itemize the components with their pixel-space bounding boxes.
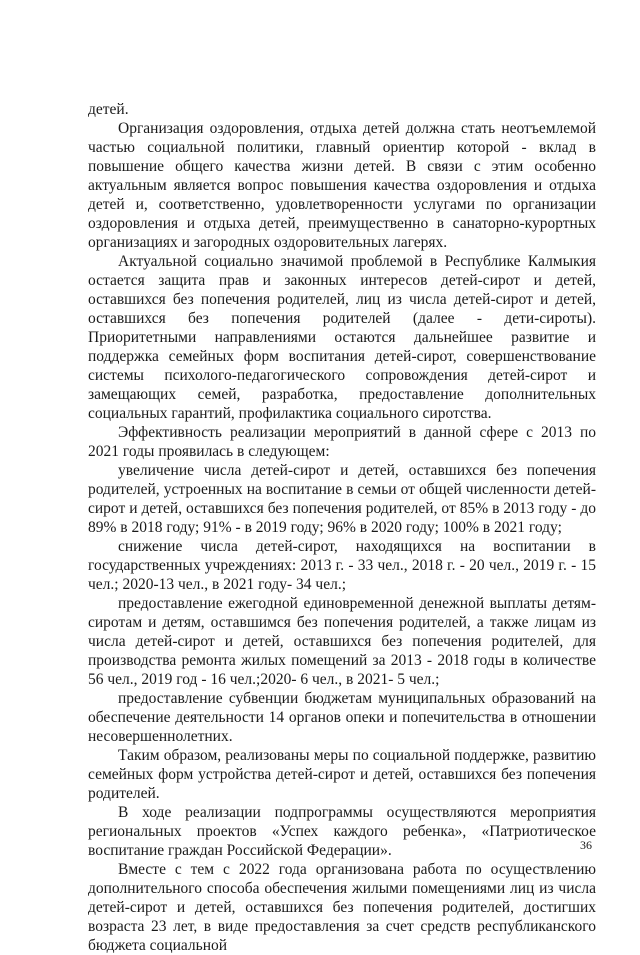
body-text	[88, 100, 596, 955]
paragraph-recreation: Организация оздоровления, отдыха детей должна стать неотъемлемой частью социальной политики, главный ориентир которой - вклад в повышение общего качества жизни детей. В связи с этим особенно актуальным является вопрос повышения качества оздоровления и отдыха детей и, соответственно, удовлетворенности услугами по организации оздоровления и отдыха детей, преимущественно в санаторно-курортных организациях и загородных оздоровительных лагерях.	[88, 120, 596, 251]
paragraph-subvention: предоставление субвенции бюджетам муниципальных образований на обеспечение деятельности 14 органов опеки и попечительства в отношении несовершеннолетних.	[88, 690, 596, 745]
paragraph-effectiveness: Эффективность реализации мероприятий в данной сфере с 2013 по 2021 годы проявилась в следующем:	[88, 424, 596, 460]
paragraph-housing: Вместе с тем с 2022 года организована работа по осуществлению дополнительного способа обеспечения жилыми помещениями лиц из числа детей-сирот и детей, оставшихся без попечения родителей, достигших возраста 23 лет, в виде предоставления за счет средств республиканского бюджета социальной	[88, 861, 596, 954]
paragraph-institution-decrease: снижение числа детей-сирот, находящихся на воспитании в государственных учреждениях: 2013 г. - 33 чел., 2018 г. - 20 чел., 2019 г. - 15 чел.; 2020-13 чел., в 2021 году- 34 чел.;	[88, 538, 596, 593]
paragraph-continuation: детей.	[88, 101, 129, 118]
page-number: 36	[580, 838, 592, 852]
paragraph-placement-increase: увеличение числа детей-сирот и детей, оставшихся без попечения родителей, устроенных на воспитание в семьи от общей численности детей-сирот и детей, оставшихся без попечения родителей, от 85% в 2013 году - до 89% в 2018 году; 91% - в 2019 году; 96% в 2020 году; 100% в 2021 году;	[88, 462, 596, 536]
paragraph-regional-projects: В ходе реализации подпрограммы осуществляются мероприятия региональных проектов «Успех каждого ребенка», «Патриотическое воспитание граждан Российской Федерации».	[88, 804, 596, 859]
paragraph-summary: Таким образом, реализованы меры по социальной поддержке, развитию семейных форм устройства детей-сирот и детей, оставшихся без попечения родителей.	[88, 747, 596, 802]
paragraph-repair-payment: предоставление ежегодной единовременной денежной выплаты детям-сиротам и детям, оставшимся без попечения родителей, а также лицам из числа детей-сирот и детей, оставшихся без попечения родителей, для производства ремонта жилых помещений за 2013 - 2018 годы в количестве 56 чел., 2019 год - 16 чел.;2020- 6 чел., в 2021- 5 чел.;	[88, 595, 596, 688]
paragraph-orphans-problem: Актуальной социально значимой проблемой в Республике Калмыкия остается защита прав и законных интересов детей-сирот и детей, оставшихся без попечения родителей, лиц из числа детей-сирот и детей, оставшихся без попечения родителей (далее - дети-сироты). Приоритетными направлениями остаются дальнейшее развитие и поддержка семейных форм воспитания детей-сирот, совершенствование системы психолого-педагогического сопровождения детей-сирот и замещающих семей, разработка, предоставление дополнительных социальных гарантий, профилактика социального сиротства.	[88, 253, 596, 422]
